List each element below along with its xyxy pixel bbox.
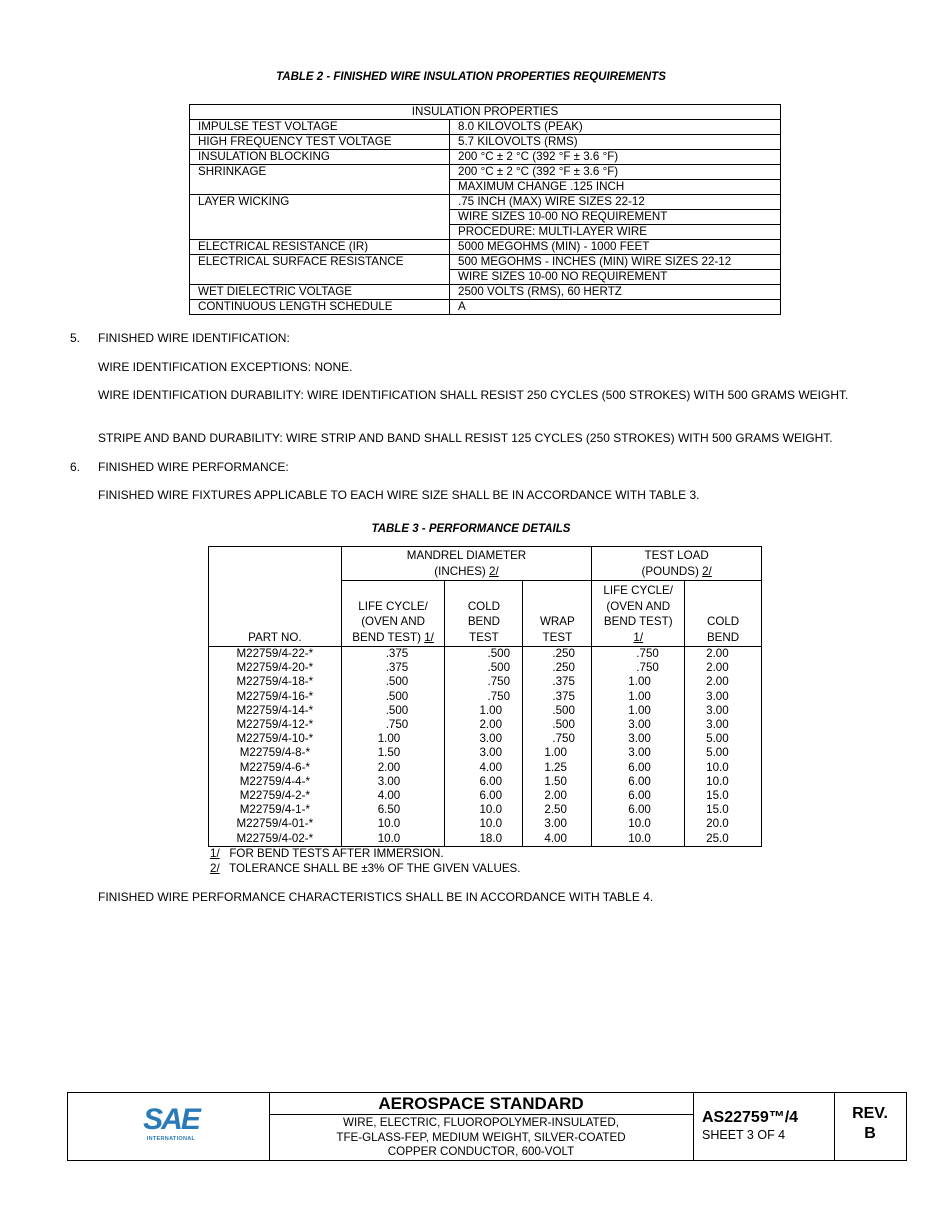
table2-body: [190, 120, 781, 315]
value-cell: 3.00: [592, 732, 685, 746]
value-cell: 3.00: [445, 732, 523, 746]
sae-logo-subtext: INTERNATIONAL: [146, 1136, 196, 1142]
property-name: HIGH FREQUENCY TEST VOLTAGE: [190, 135, 450, 150]
value-cell: 10.0: [341, 832, 445, 847]
part-number-cell: M22759/4-14-*: [209, 704, 342, 718]
value-cell: .375: [341, 647, 445, 662]
table2-row: [190, 135, 781, 150]
value-cell: 10.0: [685, 775, 762, 789]
value-cell: 3.00: [523, 817, 592, 831]
value-cell: 2.00: [685, 675, 762, 689]
value-cell: .500: [341, 690, 445, 704]
value-cell: 2.50: [523, 803, 592, 817]
value-cell: 18.0: [445, 832, 523, 847]
value-cell: 10.0: [445, 803, 523, 817]
table2-row: [190, 255, 781, 270]
part-number-cell: M22759/4-22-*: [209, 647, 342, 662]
value-cell: .500: [341, 704, 445, 718]
value-cell: 1.50: [523, 775, 592, 789]
value-cell: 5.00: [685, 746, 762, 760]
footer-docno-cell: [693, 1093, 835, 1160]
property-value: 5000 MEGOHMS (MIN) - 1000 FEET: [450, 240, 781, 255]
table2-title: TABLE 2 - FINISHED WIRE INSULATION PROPERTIES REQUIREMENTS: [276, 71, 666, 83]
value-cell: 1.00: [592, 675, 685, 689]
section6-heading: FINISHED WIRE PERFORMANCE:: [98, 460, 289, 474]
footer-logo-cell: [68, 1093, 270, 1160]
value-cell: 3.00: [592, 746, 685, 760]
section6-paragraph: FINISHED WIRE PERFORMANCE CHARACTERISTICS SHALL BE IN ACCORDANCE WITH TABLE 4.: [98, 890, 654, 904]
value-cell: 3.00: [341, 775, 445, 789]
value-cell: 3.00: [685, 704, 762, 718]
property-value: 2500 VOLTS (RMS), 60 HERTZ: [450, 285, 781, 300]
revision-label: REV.: [852, 1105, 888, 1122]
value-cell: 3.00: [445, 746, 523, 760]
revision-value: B: [864, 1125, 876, 1142]
value-cell: .500: [341, 675, 445, 689]
value-cell: 6.00: [445, 775, 523, 789]
value-cell: 4.00: [341, 789, 445, 803]
value-cell: 6.00: [592, 803, 685, 817]
property-name: LAYER WICKING: [190, 195, 450, 240]
footer-description-line: TFE-GLASS-FEP, MEDIUM WEIGHT, SILVER-COATED: [336, 1130, 626, 1144]
value-cell: 20.0: [685, 817, 762, 831]
group-mandrel-diameter: MANDREL DIAMETER (INCHES) 2/: [341, 547, 592, 581]
value-cell: 10.0: [445, 817, 523, 831]
value-cell: 15.0: [685, 789, 762, 803]
property-name: WET DIELECTRIC VOLTAGE: [190, 285, 450, 300]
table3-row: [209, 718, 762, 732]
table2-row: [190, 195, 781, 210]
section5-paragraph: WIRE IDENTIFICATION DURABILITY: WIRE IDENTIFICATION SHALL RESIST 250 CYCLES (500 STROKES) WITH 500 GRAMS WEIGHT.: [98, 388, 849, 402]
property-name: CONTINUOUS LENGTH SCHEDULE: [190, 300, 450, 315]
part-number-cell: M22759/4-02-*: [209, 832, 342, 847]
part-number-cell: M22759/4-12-*: [209, 718, 342, 732]
value-cell: 15.0: [685, 803, 762, 817]
value-cell: 4.00: [523, 832, 592, 847]
part-number-cell: M22759/4-20-*: [209, 661, 342, 675]
value-cell: .750: [445, 690, 523, 704]
section5-number: 5.: [70, 331, 81, 345]
table3-row: [209, 732, 762, 746]
part-number-cell: M22759/4-6-*: [209, 761, 342, 775]
col-wrap-test: WRAP TEST: [523, 581, 592, 647]
property-value: 5.7 KILOVOLTS (RMS): [450, 135, 781, 150]
value-cell: 3.00: [685, 718, 762, 732]
part-number-cell: M22759/4-1-*: [209, 803, 342, 817]
value-cell: .750: [445, 675, 523, 689]
part-number-cell: M22759/4-8-*: [209, 746, 342, 760]
col-cold-bend-mandrel: COLD BEND TEST: [445, 581, 523, 647]
property-name: IMPULSE TEST VOLTAGE: [190, 120, 450, 135]
value-cell: 3.00: [685, 690, 762, 704]
table2-row: [190, 300, 781, 315]
footer-heading: AEROSPACE STANDARD: [269, 1093, 693, 1115]
value-cell: .375: [523, 675, 592, 689]
table3-row: [209, 775, 762, 789]
performance-details-table: [208, 546, 762, 847]
value-cell: 4.00: [445, 761, 523, 775]
sae-logo-text: SAE: [143, 1103, 199, 1136]
value-cell: 6.00: [592, 789, 685, 803]
property-name: ELECTRICAL SURFACE RESISTANCE: [190, 255, 450, 285]
property-value: 200 °C ± 2 °C (392 °F ± 3.6 °F): [450, 150, 781, 165]
value-cell: 25.0: [685, 832, 762, 847]
value-cell: 1.00: [445, 704, 523, 718]
value-cell: .500: [445, 661, 523, 675]
value-cell: .750: [592, 647, 685, 662]
property-value: 8.0 KILOVOLTS (PEAK): [450, 120, 781, 135]
value-cell: 10.0: [592, 817, 685, 831]
part-number-cell: M22759/4-4-*: [209, 775, 342, 789]
table3-row: [209, 675, 762, 689]
col-cold-bend-load: COLD BEND: [685, 581, 762, 647]
value-cell: 1.50: [341, 746, 445, 760]
value-cell: 1.00: [341, 732, 445, 746]
col-part-no: PART NO.: [209, 547, 342, 647]
insulation-properties-table: [189, 104, 781, 315]
value-cell: 2.00: [685, 647, 762, 662]
property-name: ELECTRICAL RESISTANCE (IR): [190, 240, 450, 255]
section6-number: 6.: [70, 460, 81, 474]
table2-row: [190, 285, 781, 300]
property-name: SHRINKAGE: [190, 165, 450, 195]
property-name: INSULATION BLOCKING: [190, 150, 450, 165]
value-cell: 3.00: [592, 718, 685, 732]
value-cell: .500: [523, 718, 592, 732]
property-value: WIRE SIZES 10-00 NO REQUIREMENT: [450, 270, 781, 285]
value-cell: .375: [523, 690, 592, 704]
property-value: .75 INCH (MAX) WIRE SIZES 22-12: [450, 195, 781, 210]
value-cell: 6.00: [592, 775, 685, 789]
section5-paragraph: STRIPE AND BAND DURABILITY: WIRE STRIP AND BAND SHALL RESIST 125 CYCLES (250 STROKES) WITH 500 GRAMS WEIGHT.: [98, 431, 833, 445]
table2-row: [190, 165, 781, 180]
table3-note: 1/ FOR BEND TESTS AFTER IMMERSION.: [210, 847, 444, 860]
table3-body: [209, 647, 762, 847]
value-cell: .500: [523, 704, 592, 718]
table3-row: [209, 746, 762, 760]
property-value: 500 MEGOHMS - INCHES (MIN) WIRE SIZES 22-12: [450, 255, 781, 270]
document-number: AS22759™/4: [702, 1109, 799, 1126]
property-value: PROCEDURE: MULTI-LAYER WIRE: [450, 225, 781, 240]
property-value: 200 °C ± 2 °C (392 °F ± 3.6 °F): [450, 165, 781, 180]
value-cell: .750: [592, 661, 685, 675]
footer-description-line: WIRE, ELECTRIC, FLUOROPOLYMER-INSULATED,: [343, 1116, 619, 1129]
table2-row: [190, 240, 781, 255]
part-number-cell: M22759/4-18-*: [209, 675, 342, 689]
value-cell: 2.00: [523, 789, 592, 803]
table3-row: [209, 704, 762, 718]
property-value: A: [450, 300, 781, 315]
footer-description-line: COPPER CONDUCTOR, 600-VOLT: [387, 1145, 575, 1158]
sheet-number: SHEET 3 OF 4: [702, 1128, 786, 1142]
document-footer: [67, 1092, 907, 1161]
table2-header: INSULATION PROPERTIES: [190, 105, 781, 120]
value-cell: 1.25: [523, 761, 592, 775]
table2-row: [190, 150, 781, 165]
value-cell: .250: [523, 661, 592, 675]
part-number-cell: M22759/4-16-*: [209, 690, 342, 704]
value-cell: 5.00: [685, 732, 762, 746]
value-cell: 1.00: [592, 690, 685, 704]
table3-row: [209, 832, 762, 847]
footer-rev-cell: [834, 1093, 906, 1160]
value-cell: .375: [341, 661, 445, 675]
value-cell: 6.50: [341, 803, 445, 817]
value-cell: .750: [523, 732, 592, 746]
table3-row: [209, 647, 762, 662]
group-test-load: TEST LOAD (POUNDS) 2/: [592, 547, 762, 581]
footer-title-cell: [269, 1093, 694, 1160]
value-cell: 1.00: [592, 704, 685, 718]
value-cell: 10.0: [341, 817, 445, 831]
section6-paragraph: FINISHED WIRE FIXTURES APPLICABLE TO EACH WIRE SIZE SHALL BE IN ACCORDANCE WITH TABLE 3.: [98, 488, 700, 502]
value-cell: 6.00: [592, 761, 685, 775]
table3-row: [209, 690, 762, 704]
table3-row: [209, 761, 762, 775]
table3-row: [209, 789, 762, 803]
value-cell: 6.00: [445, 789, 523, 803]
value-cell: 2.00: [445, 718, 523, 732]
value-cell: .250: [523, 647, 592, 662]
value-cell: .500: [445, 647, 523, 662]
table3-row: [209, 817, 762, 831]
col-life-cycle-load: LIFE CYCLE/ (OVEN AND BEND TEST) 1/: [592, 581, 685, 647]
value-cell: 2.00: [341, 761, 445, 775]
table2-row: [190, 120, 781, 135]
table3-title: TABLE 3 - PERFORMANCE DETAILS: [371, 523, 571, 535]
value-cell: .750: [341, 718, 445, 732]
table3-note: 2/ TOLERANCE SHALL BE ±3% OF THE GIVEN VALUES.: [210, 862, 521, 875]
table3-row: [209, 803, 762, 817]
value-cell: 10.0: [685, 761, 762, 775]
value-cell: 2.00: [685, 661, 762, 675]
part-number-cell: M22759/4-10-*: [209, 732, 342, 746]
property-value: MAXIMUM CHANGE .125 INCH: [450, 180, 781, 195]
value-cell: 1.00: [523, 746, 592, 760]
part-number-cell: M22759/4-01-*: [209, 817, 342, 831]
property-value: WIRE SIZES 10-00 NO REQUIREMENT: [450, 210, 781, 225]
part-number-cell: M22759/4-2-*: [209, 789, 342, 803]
value-cell: 10.0: [592, 832, 685, 847]
col-life-cycle-mandrel: LIFE CYCLE/ (OVEN AND BEND TEST) 1/: [341, 581, 445, 647]
section5-paragraph: WIRE IDENTIFICATION EXCEPTIONS: NONE.: [98, 360, 353, 374]
sae-logo: [136, 1105, 206, 1142]
section5-heading: FINISHED WIRE IDENTIFICATION:: [98, 331, 290, 345]
table3-row: [209, 661, 762, 675]
